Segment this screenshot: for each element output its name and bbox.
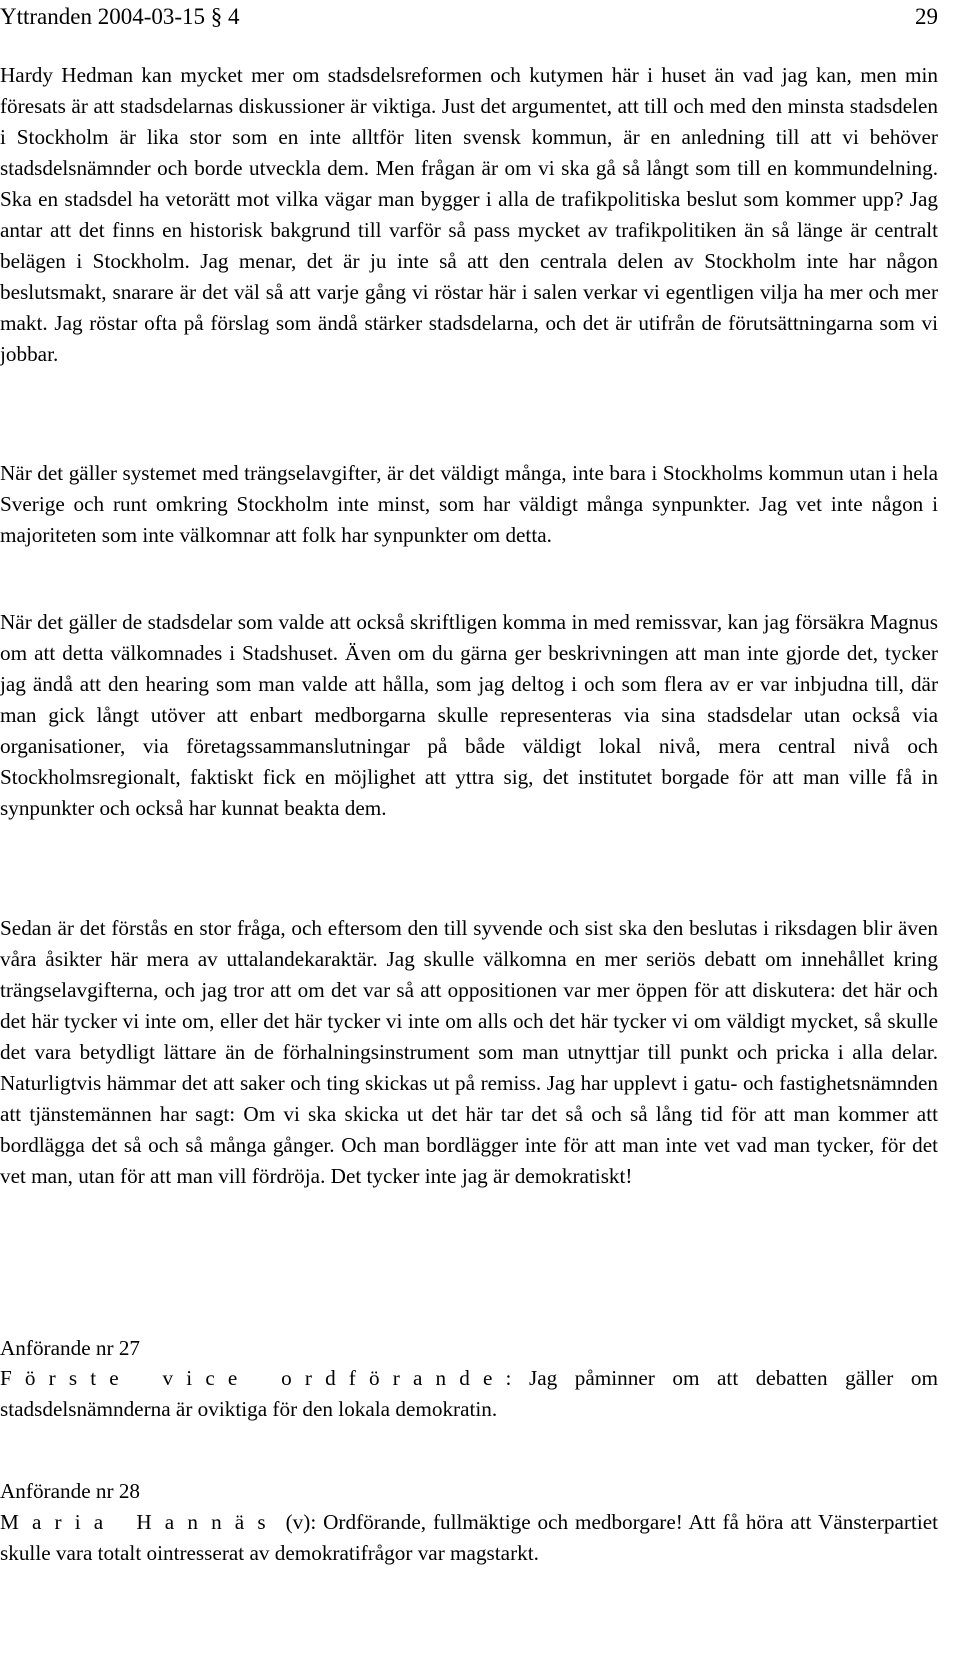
page-header <box>0 2 938 32</box>
speaker-name-28: Maria Hannäs <box>0 1510 279 1534</box>
page-number: 29 <box>915 4 938 29</box>
speech-28 <box>0 1507 938 1569</box>
paragraph-3: När det gäller de stadsdelar som valde att också skriftligen komma in med remissvar, kan jag försäkra Magnus om att detta välkomnades i Stadshuset. Även om du gärna ger beskrivningen att man inte gjorde det, tycker jag ändå att den hearing som man valde att hålla, som jag deltog i och som flera av er var inbjudna till, där man gick långt utöver att enbart medborgarna skulle representeras via sina stadsdelar utan också via organisationer, via företagssammanslutningar på både väldigt lokal nivå, mera central nivå och Stockholmsregionalt, faktiskt fick en möjlighet att yttra sig, det institutet borgade för att man ville få in synpunkter och också har kunnat beakta dem. <box>0 610 938 820</box>
speech-text-28: Ordförande, fullmäktige och medborgare! Att få höra att Vänsterpartiet skulle vara totalt ointresserat av demokratifrågor var magstarkt. <box>0 1510 939 1565</box>
paragraph-4: Sedan är det förstås en stor fråga, och eftersom den till syvende och sist ska den beslutas i riksdagen blir även våra åsikter här mera av uttalandekaraktär. Jag skulle välkomna en mer seriös debatt om innehållet kring trängselavgifterna, och jag tror att om det var så att oppositionen var mer öppen för att diskutera: det här och det här tycker vi inte om, eller det här tycker vi inte om alls och det här tycker vi om väldigt mycket, så skulle det vara betydligt lättare än de förhalningsinstrument som man utnyttjar till punkt och pricka i alla delar. Naturligtvis hämmar det att saker och ting skickas ut på remiss. Jag har upplevt i gatu- och fastighetsnämnden att tjänstemännen har sagt: Om vi ska skicka ut det här tar det så och så lång tid för att man kommer att bordlägga det så och så många gånger. Och man bordlägger inte för att man inte vet vad man tycker, för det vet man, utan för att man vill fördröja. Det tycker inte jag är demokratiskt! <box>0 916 938 1188</box>
speaker-suffix-28: (v): <box>278 1510 317 1534</box>
speaker-name-27: Förste vice ordförande <box>0 1366 506 1390</box>
paragraph-1: Hardy Hedman kan mycket mer om stadsdelsreformen och kutymen här i huset än vad jag kan, men min föresats är att stadsdelarnas diskussioner är viktiga. Just det argumentet, att till och med den minsta stadsdelen i Stockholm är lika stor som en inte alltför liten svensk kommun, är en anledning till att vi behöver stadsdelsnämnder och borde utveckla dem. Men frågan är om vi ska gå så långt som till en kommundelning. Ska en stadsdel ha vetorätt mot vilka vägar man bygger i alla de trafikpolitiska beslut som kommer upp? Jag antar att det finns en historisk bakgrund till varför så pass mycket av trafikpolitiken än så länge är centralt belägen i Stockholm. Jag menar, det är ju inte så att den centrala delen av Stockholm inte har någon beslutsmakt, snarare är det väl så att varje gång vi röstar här i salen verkar vi egentligen vilja ha mer och mer makt. Jag röstar ofta på förslag som ändå stärker stadsdelarna, och det är utifrån de förutsättningarna som vi jobbar. <box>0 63 938 366</box>
speech-heading-27: Anförande nr 27 <box>0 1336 141 1360</box>
header-title: Yttranden 2004-03-15 § 4 <box>0 4 240 29</box>
speaker-suffix-27: : <box>505 1366 512 1390</box>
speech-27 <box>0 1363 938 1425</box>
speech-heading-28: Anförande nr 28 <box>0 1479 141 1503</box>
speech-text-27: Jag påminner om att debatten gäller om stadsdelsnämnderna är oviktiga för den lokala demokratin. <box>0 1366 938 1421</box>
paragraph-2: När det gäller systemet med trängselavgifter, är det väldigt många, inte bara i Stockholms kommun utan i hela Sverige och runt omkring Stockholm inte minst, som har väldigt många synpunkter. Jag vet inte någon i majoriteten som inte välkomnar att folk har synpunkter om detta. <box>0 461 938 547</box>
